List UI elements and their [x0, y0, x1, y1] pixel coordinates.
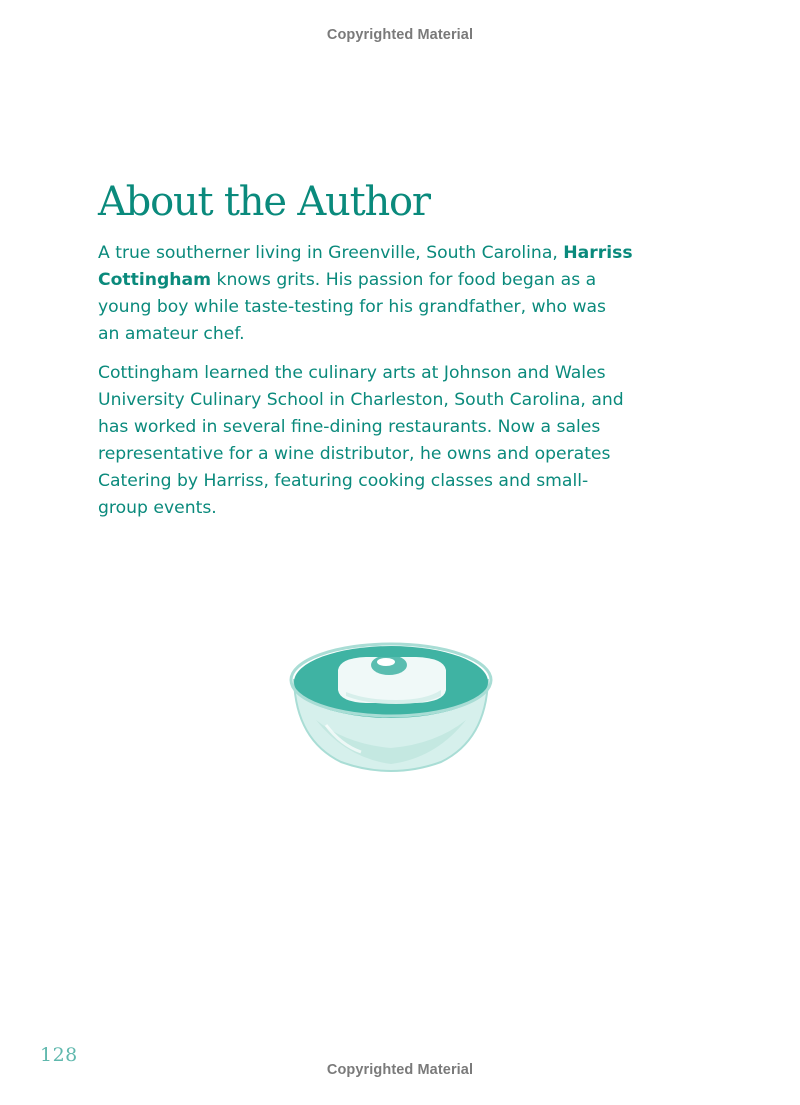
bio-paragraph-2: [98, 360, 698, 522]
bio-line: University Culinary School in Charleston, South Carolina, and: [98, 390, 624, 410]
bio-paragraph-1: [98, 240, 698, 348]
bio-text: A true southerner living in Greenville, South Carolina,: [98, 243, 564, 263]
bio-line: representative for a wine distributor, he owns and operates: [98, 444, 611, 464]
page-title: About the Author: [98, 179, 430, 225]
bio-line: an amateur chef.: [98, 324, 245, 344]
watermark-bottom: Copyrighted Material: [326, 1062, 474, 1078]
bio-line: [98, 240, 698, 267]
author-name-last: Cottingham: [98, 270, 212, 290]
bio-text: knows grits. His passion for food began as a: [211, 270, 597, 290]
page-number: 128: [40, 1044, 78, 1066]
author-name-first: Harriss: [563, 243, 633, 263]
bio-line: Cottingham learned the culinary arts at Johnson and Wales: [98, 363, 606, 383]
author-bio: [98, 240, 698, 534]
watermark-top: Copyrighted Material: [326, 27, 474, 43]
bio-line: [98, 267, 698, 294]
bowl-of-grits-icon: [286, 640, 496, 780]
bio-line: has worked in several fine-dining restaurants. Now a sales: [98, 417, 601, 437]
bio-line: young boy while taste-testing for his grandfather, who was: [98, 297, 606, 317]
bio-line: group events.: [98, 498, 217, 518]
bio-line: Catering by Harriss, featuring cooking classes and small-: [98, 471, 589, 491]
